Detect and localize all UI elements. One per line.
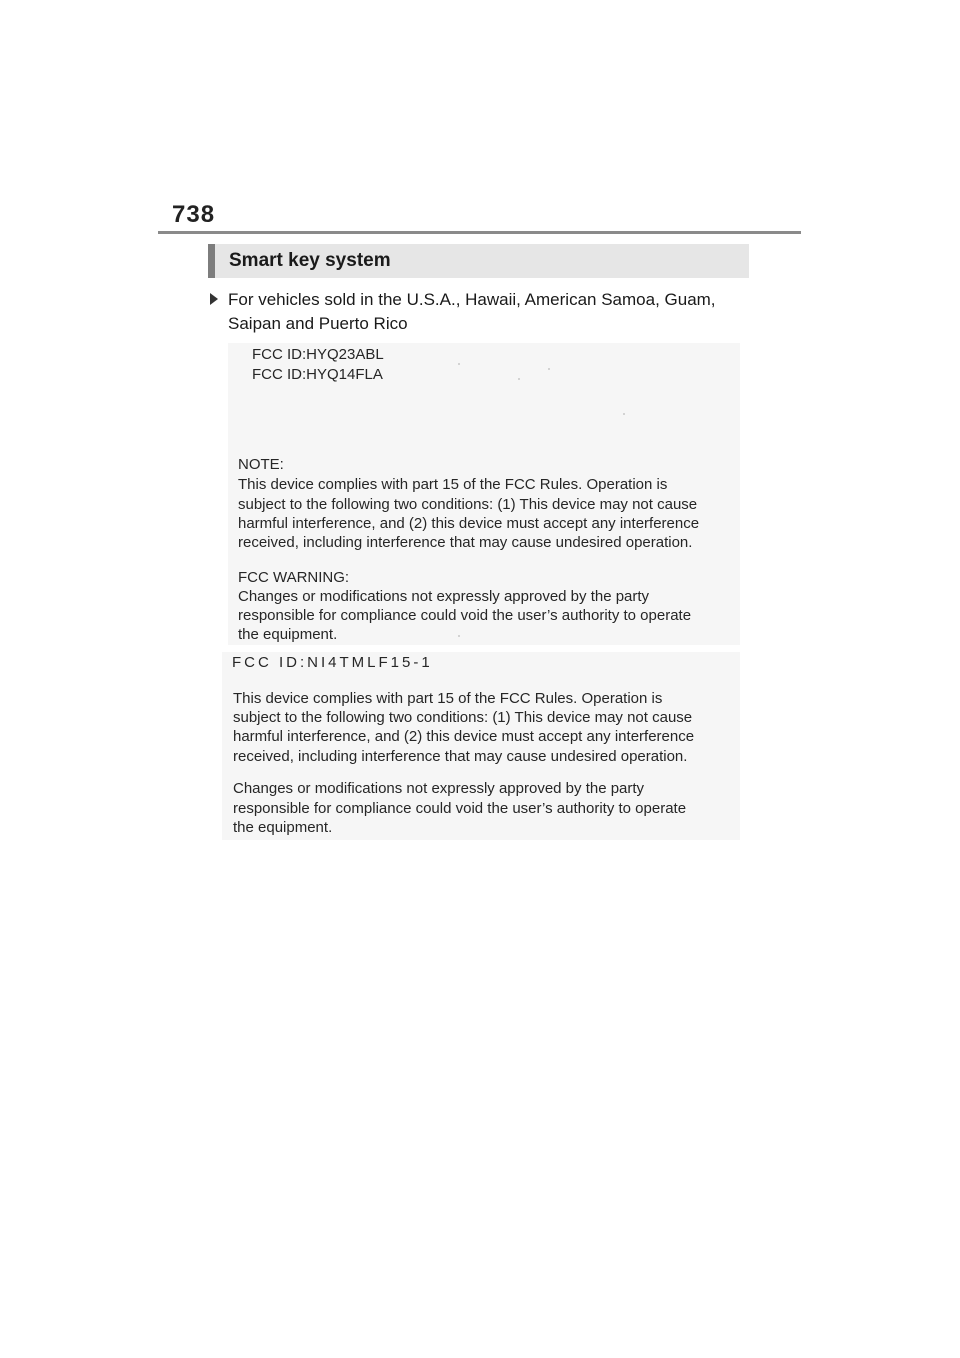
fcc-id-2: FCC ID:HYQ14FLA <box>252 366 383 383</box>
scan-speck <box>518 378 520 380</box>
fcc-label-image-1 <box>228 343 740 645</box>
fcc-id-3: FCC ID:NI4TMLF15-1 <box>232 654 433 671</box>
compliance-line: subject to the following two conditions: (1) This device may not cause <box>233 709 693 726</box>
warning-line: responsible for compliance could void the user’s authority to operate <box>233 800 687 817</box>
scan-speck <box>623 413 625 415</box>
scan-speck <box>458 363 460 365</box>
section-header <box>208 244 749 278</box>
warning-line: the equipment. <box>238 626 338 643</box>
bullet-text: For vehicles sold in the U.S.A., Hawaii, American Samoa, Guam, Saipan and Puerto Rico <box>228 290 716 333</box>
header-rule <box>158 231 801 234</box>
compliance-line: harmful interference, and (2) this device must accept any interference <box>233 728 695 745</box>
note-line: This device complies with part 15 of the FCC Rules. Operation is <box>238 476 668 493</box>
note-line: subject to the following two conditions: (1) This device may not cause <box>238 496 698 513</box>
section-title: Smart key system <box>229 250 391 271</box>
scan-speck <box>548 368 550 370</box>
compliance-line: This device complies with part 15 of the FCC Rules. Operation is <box>233 690 663 707</box>
scan-speck <box>458 635 460 637</box>
note-heading: NOTE: <box>238 456 284 473</box>
note-line: received, including interference that may cause undesired operation. <box>238 534 693 551</box>
warning-line: Changes or modifications not expressly approved by the party <box>233 780 645 797</box>
note-line: harmful interference, and (2) this device must accept any interference <box>238 515 700 532</box>
page-number: 738 <box>172 201 216 228</box>
compliance-line: received, including interference that may cause undesired operation. <box>233 748 688 765</box>
fcc-label-image-2 <box>222 652 740 840</box>
warning-heading: FCC WARNING: <box>238 569 350 586</box>
fcc-id-1: FCC ID:HYQ23ABL <box>252 346 384 363</box>
triangle-bullet-icon <box>210 293 218 305</box>
warning-line: the equipment. <box>233 819 333 836</box>
warning-line: Changes or modifications not expressly approved by the party <box>238 588 650 605</box>
warning-line: responsible for compliance could void the user’s authority to operate <box>238 607 692 624</box>
